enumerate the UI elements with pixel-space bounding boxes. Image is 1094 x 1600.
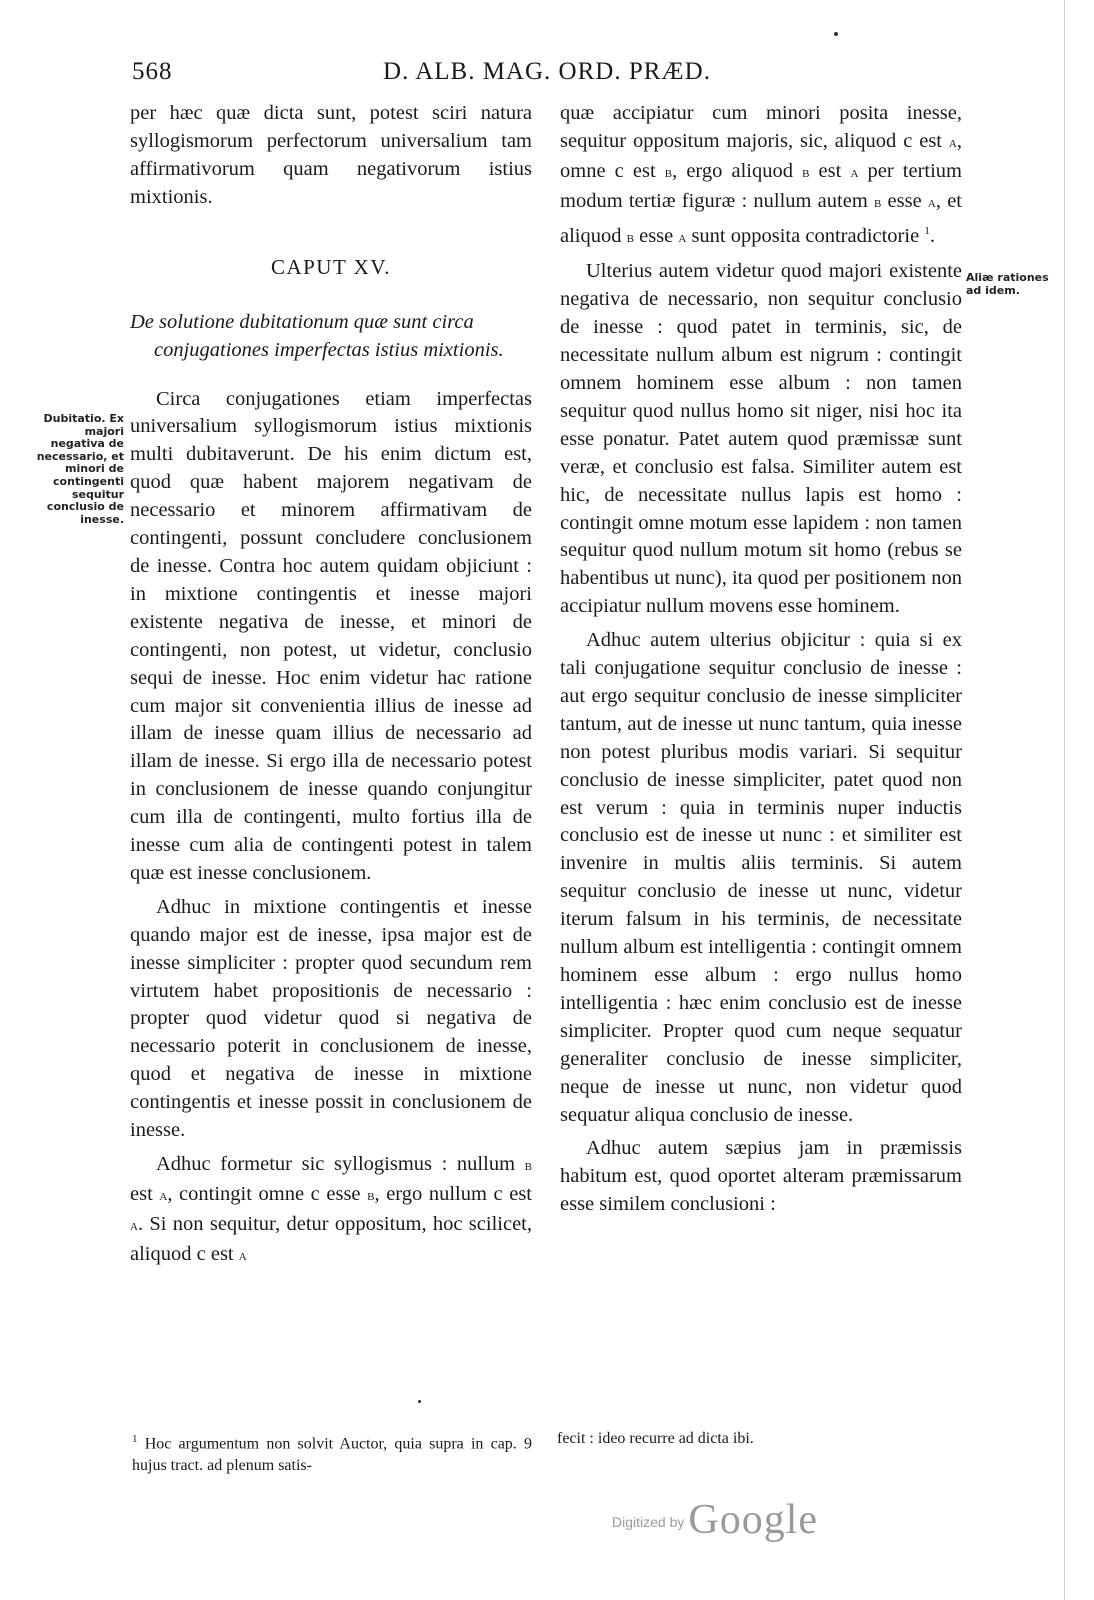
- text-run: est: [809, 159, 851, 182]
- paragraph: Adhuc in mixtione contingentis et inesse quando major est de inesse, ipsa major est de inesse simpliciter : propter quod secundum rem virtutem habet propositionis de necessario : propter quod videtur quod si negativa de necessario poterit in conclusionem de inesse, quod et negativa de inesse in mixtione contingentis et inesse possit in conclusionem de inesse.: [130, 895, 532, 1142]
- running-title: D. ALB. MAG. ORD. PRÆD.: [383, 58, 711, 85]
- text-run: .: [929, 224, 935, 247]
- footnote-reference[interactable]: 1: [924, 224, 930, 237]
- text-run: , omne c est: [560, 129, 962, 182]
- text-run: sunt opposita contradictorie: [686, 224, 925, 247]
- text-run: . Si non sequitur, detur oppositum, hoc scilicet, aliquod c est: [130, 1212, 532, 1265]
- ink-speck: [418, 1400, 421, 1403]
- letter-variable: b: [367, 1187, 375, 1204]
- chapter-heading: CAPUT XV.: [270, 254, 392, 279]
- letter-variable: b: [626, 229, 634, 246]
- text-run: Adhuc formetur sic syllogismus : nullum: [156, 1153, 525, 1175]
- watermark-prefix: Digitized by: [612, 1514, 685, 1530]
- letter-variable: b: [873, 194, 882, 211]
- letter-variable: a: [927, 194, 936, 211]
- margin-note-left: Dubitatio. Ex majori negativa de necessario, et minori de contingenti sequitur conclusio de inesse.: [36, 412, 124, 526]
- letter-variable: a: [130, 1217, 138, 1234]
- footnote-text: Hoc argumentum non solvit Auctor, quia supra in cap. 9 hujus tract. ad plenum satis-: [132, 1435, 533, 1475]
- letter-variable: a: [678, 229, 687, 246]
- text-run: est: [130, 1182, 160, 1205]
- paragraph: [560, 100, 962, 252]
- digitized-watermark: [612, 1496, 818, 1544]
- text-run: quæ accipiatur cum minori posita inesse, sequitur oppositum majoris, sic, aliquod c est: [560, 102, 962, 152]
- footnote-left: [132, 1428, 532, 1477]
- scan-edge-line: [1064, 0, 1065, 1600]
- google-logo: Google: [688, 1497, 819, 1543]
- letter-variable: b: [524, 1158, 532, 1174]
- text-run: , ergo aliquod: [672, 159, 803, 182]
- margin-note-right: Aliæ rationes ad idem.: [966, 271, 1049, 297]
- page-number: 568: [132, 58, 173, 85]
- letter-variable: b: [802, 164, 810, 181]
- letter-variable: a: [238, 1247, 247, 1264]
- chapter-subtitle: De solutione dubitationum quæ sunt circa conjugationes imperfectas istius mixtionis.: [130, 310, 504, 361]
- paragraph: Adhuc autem ulterius objicitur : quia si ex tali conjugatione sequitur conclusio de inesse : aut ergo sequitur conclusio de inesse simpliciter tantum, aut de inesse ut nunc tantum, quia inesse non potest pluribus modis variari. Si sequitur conclusio de inesse simpliciter, patet quod non est verum : quia in terminis nuper inductis conclusio est de inesse ut nunc : et similiter est invenire in multis aliis terminis. Si autem sequitur conclusio de inesse ut nunc, videtur iterum falsum in his terminis, de necessitate nullum album est intelligentia : contingit omnem hominem esse album : ergo nullus homo intelligentia : hæc enim conclusio est de inesse simpliciter. Propter quod cum neque sequatur generaliter conclusio de inesse simpliciter, neque de inesse ut nunc, non videtur quod sequatur aliqua conclusio de inesse.: [560, 629, 962, 1126]
- page-header: [132, 58, 962, 92]
- letter-variable: a: [850, 164, 859, 181]
- footnote-right: fecit : ideo recurre ad dicta ibi.: [557, 1430, 754, 1447]
- left-column: [130, 100, 532, 1271]
- text-run: esse: [881, 189, 928, 212]
- text-run: esse: [633, 224, 679, 247]
- text-run: , ergo nullum c est: [374, 1182, 532, 1205]
- letter-variable: b: [664, 164, 673, 181]
- ink-speck: [834, 32, 838, 36]
- paragraph: Adhuc autem sæpius jam in præmissis habitum est, quod oportet alteram præmissarum esse similem conclusioni :: [560, 1137, 962, 1216]
- text-run: per tertium modum tertiæ figuræ : nullum autem: [560, 159, 962, 212]
- paragraph: Circa conjugationes etiam imperfectas universalium syllogismorum istius mixtionis multi dubitaverunt. De his enim dictum est, quod quæ habent majorem negativam de necessario et minorem affirmativam de contingenti, possunt concludere conclusionem de inesse. Contra hoc autem quidam objiciunt : in mixtione contingentis et inesse majori existente negativa de inesse, et minori de contingenti, non potest, ut videtur, conclusio sequi de inesse. Hoc enim videtur hac ratione cum major sit convenientia illius de inesse ad illam de inesse quam illius de necessario ad illam de inesse. Si ergo illa de necessario potest in conclusionem de inesse quando conjungitur cum illa de contingenti, multo fortius illa de inesse cum alia de contingenti potest in talem quæ est inesse conclusionem.: [130, 387, 532, 884]
- paragraph: [130, 1151, 532, 1271]
- text-run: , et aliquod: [560, 189, 962, 247]
- letter-variable: a: [948, 134, 957, 151]
- footnote-mark: 1: [132, 1433, 138, 1445]
- paragraph: Ulterius autem videtur quod majori existente negativa de necessario, non sequitur conclusio de inesse : quod patet in terminis, sic, de necessitate nullum album est nigrum : contingit omnem hominem esse album : non tamen sequitur quod nullus homo sit niger, nisi hoc ita esse ponatur. Patet autem quod præmissæ sunt veræ, et conclusio est falsa. Similiter autem est hic, de necessitate nullus lapis est homo : contingit omne motum esse lapidem : non tamen sequitur quod nullum motum sit homo (rebus se habentibus ut nunc), ita quod per positionem non accipiatur nullum movens esse hominem.: [560, 260, 962, 618]
- paragraph: per hæc quæ dicta sunt, potest sciri natura syllogismorum perfectorum universalium tam affirmativorum quam negativorum istius mixtionis.: [130, 102, 532, 208]
- letter-variable: a: [159, 1187, 168, 1204]
- text-run: , contingit omne c esse: [167, 1182, 368, 1205]
- right-column: [560, 100, 962, 1219]
